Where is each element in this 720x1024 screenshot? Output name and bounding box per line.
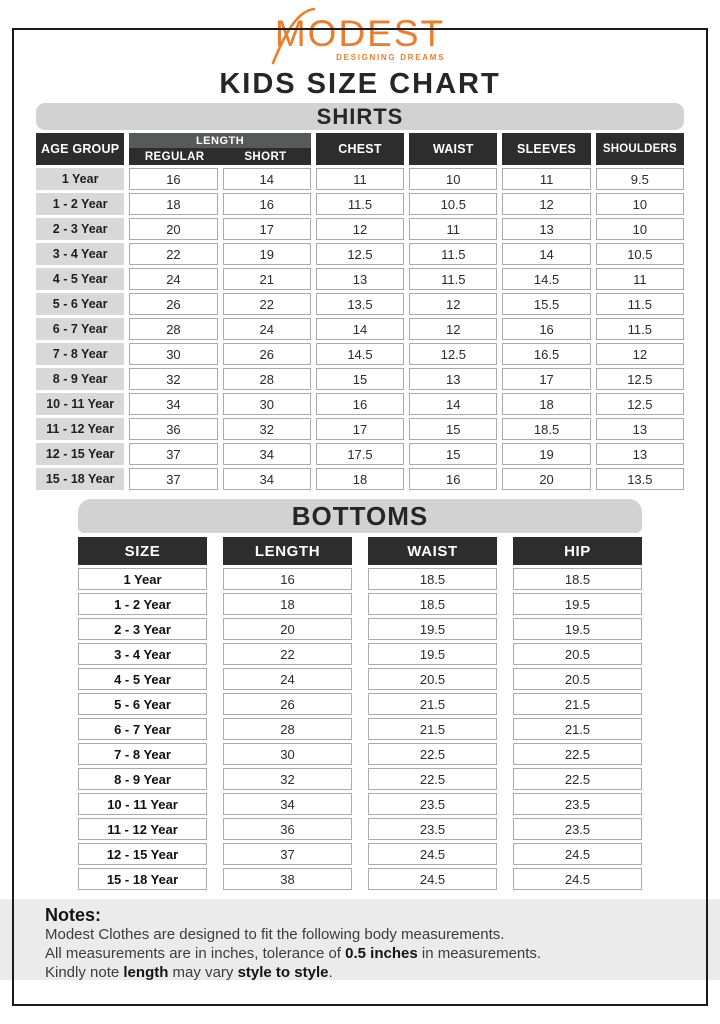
brand-logo xyxy=(0,13,720,68)
bottoms-value-cell: 24 xyxy=(223,668,352,690)
bottoms-value-cell: 22 xyxy=(223,643,352,665)
shirts-value-cell: 16 xyxy=(316,393,404,415)
bottoms-value-cell: 20.5 xyxy=(513,643,642,665)
column-header-length-bottoms: LENGTH xyxy=(223,537,352,565)
shirts-age-group-cell: 15 - 18 Year xyxy=(36,468,124,490)
shirts-value-cell: 17.5 xyxy=(316,443,404,465)
column-header-length: LENGTH xyxy=(129,133,311,148)
bottoms-value-cell: 22.5 xyxy=(513,768,642,790)
shirts-value-cell: 22 xyxy=(223,293,311,315)
shirts-value-cell: 11.5 xyxy=(596,318,684,340)
shirts-value-cell: 14 xyxy=(502,243,590,265)
shirts-value-cell: 12.5 xyxy=(596,393,684,415)
bottoms-value-cell: 28 xyxy=(223,718,352,740)
shirts-age-group-cell: 5 - 6 Year xyxy=(36,293,124,315)
shirts-value-cell: 26 xyxy=(129,293,217,315)
page-title: KIDS SIZE CHART xyxy=(219,68,501,100)
bottoms-size-cell: 12 - 15 Year xyxy=(78,843,207,865)
shirts-value-cell: 12 xyxy=(596,343,684,365)
note-text: may vary xyxy=(168,964,238,981)
bottoms-value-cell: 36 xyxy=(223,818,352,840)
shirts-value-cell: 22 xyxy=(129,243,217,265)
bottoms-value-cell: 24.5 xyxy=(368,843,497,865)
bottoms-value-cell: 21.5 xyxy=(368,718,497,740)
bottoms-section-bar: BOTTOMS xyxy=(78,499,642,533)
column-header-hip: HIP xyxy=(513,537,642,565)
shirts-value-cell: 16 xyxy=(409,468,497,490)
bottoms-value-cell: 22.5 xyxy=(368,743,497,765)
note-text: length xyxy=(123,964,169,981)
bottoms-value-cell: 23.5 xyxy=(513,818,642,840)
bottoms-section xyxy=(78,499,642,890)
shirts-value-cell: 11.5 xyxy=(409,243,497,265)
shirts-value-cell: 14.5 xyxy=(316,343,404,365)
bottoms-value-cell: 23.5 xyxy=(513,793,642,815)
shirts-value-cell: 15 xyxy=(316,368,404,390)
column-header-length-group xyxy=(129,133,311,165)
notes-section xyxy=(0,899,720,980)
shirts-value-cell: 18.5 xyxy=(502,418,590,440)
shirts-value-cell: 14.5 xyxy=(502,268,590,290)
shirts-value-cell: 12.5 xyxy=(409,343,497,365)
shirts-value-cell: 11.5 xyxy=(596,293,684,315)
bottoms-value-cell: 21.5 xyxy=(513,693,642,715)
shirts-value-cell: 30 xyxy=(129,343,217,365)
note-text: All measurements are in inches, tolerance of xyxy=(45,945,346,962)
shirts-value-cell: 12.5 xyxy=(316,243,404,265)
bottoms-size-cell: 15 - 18 Year xyxy=(78,868,207,890)
shirts-value-cell: 28 xyxy=(129,318,217,340)
shirts-value-cell: 12 xyxy=(316,218,404,240)
bottoms-value-cell: 20 xyxy=(223,618,352,640)
bottoms-size-cell: 6 - 7 Year xyxy=(78,718,207,740)
shirts-value-cell: 13 xyxy=(316,268,404,290)
shirts-value-cell: 16 xyxy=(129,168,217,190)
bottoms-table-body xyxy=(78,568,642,890)
column-header-shoulders: SHOULDERS xyxy=(596,133,684,165)
shirts-value-cell: 20 xyxy=(502,468,590,490)
shirts-age-group-cell: 10 - 11 Year xyxy=(36,393,124,415)
shirts-value-cell: 10.5 xyxy=(409,193,497,215)
shirts-value-cell: 14 xyxy=(316,318,404,340)
shirts-value-cell: 13.5 xyxy=(596,468,684,490)
shirts-age-group-cell: 2 - 3 Year xyxy=(36,218,124,240)
bottoms-value-cell: 22.5 xyxy=(368,768,497,790)
shirts-value-cell: 10 xyxy=(596,218,684,240)
shirts-value-cell: 26 xyxy=(223,343,311,365)
shirts-value-cell: 15 xyxy=(409,418,497,440)
column-header-short: SHORT xyxy=(244,150,287,163)
bottoms-size-cell: 11 - 12 Year xyxy=(78,818,207,840)
shirts-value-cell: 12 xyxy=(409,318,497,340)
shirts-value-cell: 16 xyxy=(223,193,311,215)
brand-tagline: DESIGNING DREAMS xyxy=(336,53,446,62)
bottoms-value-cell: 18.5 xyxy=(513,568,642,590)
shirts-value-cell: 10 xyxy=(409,168,497,190)
shirts-value-cell: 18 xyxy=(129,193,217,215)
bottoms-size-cell: 1 - 2 Year xyxy=(78,593,207,615)
brand-name: MODEST xyxy=(274,13,446,54)
bottoms-size-cell: 5 - 6 Year xyxy=(78,693,207,715)
bottoms-value-cell: 23.5 xyxy=(368,793,497,815)
shirts-age-group-cell: 3 - 4 Year xyxy=(36,243,124,265)
bottoms-size-cell: 7 - 8 Year xyxy=(78,743,207,765)
note-text: Kindly note xyxy=(45,964,124,981)
shirts-value-cell: 11 xyxy=(409,218,497,240)
notes-heading: Notes: xyxy=(45,905,102,925)
bottoms-value-cell: 21.5 xyxy=(513,718,642,740)
shirts-age-group-cell: 8 - 9 Year xyxy=(36,368,124,390)
bottoms-value-cell: 19.5 xyxy=(368,618,497,640)
bottoms-value-cell: 20.5 xyxy=(368,668,497,690)
shirts-value-cell: 13 xyxy=(409,368,497,390)
shirts-value-cell: 17 xyxy=(316,418,404,440)
bottoms-size-cell: 3 - 4 Year xyxy=(78,643,207,665)
shirts-value-cell: 12 xyxy=(409,293,497,315)
shirts-section xyxy=(36,103,684,490)
bottoms-value-cell: 38 xyxy=(223,868,352,890)
shirts-value-cell: 10 xyxy=(596,193,684,215)
shirts-age-group-cell: 1 - 2 Year xyxy=(36,193,124,215)
shirts-value-cell: 19 xyxy=(223,243,311,265)
shirts-value-cell: 34 xyxy=(223,443,311,465)
shirts-age-group-cell: 7 - 8 Year xyxy=(36,343,124,365)
bottoms-value-cell: 24.5 xyxy=(513,843,642,865)
bottoms-value-cell: 26 xyxy=(223,693,352,715)
column-header-regular: REGULAR xyxy=(144,150,205,163)
shirts-value-cell: 10.5 xyxy=(596,243,684,265)
note-line xyxy=(45,963,700,982)
shirts-value-cell: 34 xyxy=(223,468,311,490)
bottoms-size-cell: 1 Year xyxy=(78,568,207,590)
column-header-waist: WAIST xyxy=(409,133,497,165)
bottoms-value-cell: 19.5 xyxy=(368,643,497,665)
shirts-age-group-cell: 11 - 12 Year xyxy=(36,418,124,440)
shirts-value-cell: 32 xyxy=(129,368,217,390)
note-text: style to style xyxy=(237,964,329,981)
shirts-value-cell: 11.5 xyxy=(316,193,404,215)
shirts-value-cell: 37 xyxy=(129,468,217,490)
shirts-value-cell: 11 xyxy=(316,168,404,190)
column-header-size: SIZE xyxy=(78,537,207,565)
shirts-age-group-cell: 4 - 5 Year xyxy=(36,268,124,290)
shirts-table-body xyxy=(36,168,684,490)
column-header-waist-bottoms: WAIST xyxy=(368,537,497,565)
length-subheaders xyxy=(129,148,311,165)
shirts-section-bar: SHIRTS xyxy=(36,103,684,130)
shirts-value-cell: 13 xyxy=(596,443,684,465)
shirts-value-cell: 12 xyxy=(502,193,590,215)
shirts-value-cell: 16 xyxy=(502,318,590,340)
shirts-age-group-cell: 6 - 7 Year xyxy=(36,318,124,340)
shirts-value-cell: 14 xyxy=(409,393,497,415)
shirts-age-group-cell: 1 Year xyxy=(36,168,124,190)
shirts-value-cell: 14 xyxy=(223,168,311,190)
shirts-value-cell: 16.5 xyxy=(502,343,590,365)
shirts-value-cell: 28 xyxy=(223,368,311,390)
bottoms-value-cell: 18.5 xyxy=(368,568,497,590)
shirts-value-cell: 13 xyxy=(596,418,684,440)
shirts-value-cell: 18 xyxy=(316,468,404,490)
note-line xyxy=(45,925,700,944)
bottoms-size-cell: 2 - 3 Year xyxy=(78,618,207,640)
bottoms-table-header xyxy=(78,537,642,565)
shirts-value-cell: 32 xyxy=(223,418,311,440)
shirts-value-cell: 13 xyxy=(502,218,590,240)
note-text: . xyxy=(328,964,333,981)
shirts-age-group-cell: 12 - 15 Year xyxy=(36,443,124,465)
shirts-value-cell: 36 xyxy=(129,418,217,440)
shirts-value-cell: 11 xyxy=(596,268,684,290)
shirts-value-cell: 17 xyxy=(502,368,590,390)
bottoms-value-cell: 16 xyxy=(223,568,352,590)
shirts-value-cell: 21 xyxy=(223,268,311,290)
bottoms-value-cell: 23.5 xyxy=(368,818,497,840)
shirts-value-cell: 15.5 xyxy=(502,293,590,315)
note-line xyxy=(45,944,700,963)
bottoms-value-cell: 19.5 xyxy=(513,593,642,615)
shirts-value-cell: 30 xyxy=(223,393,311,415)
shirts-value-cell: 13.5 xyxy=(316,293,404,315)
bottoms-value-cell: 18.5 xyxy=(368,593,497,615)
shirts-value-cell: 24 xyxy=(129,268,217,290)
note-text: in measurements. xyxy=(417,945,542,962)
shirts-value-cell: 15 xyxy=(409,443,497,465)
logo-swoosh-icon xyxy=(268,7,316,65)
shirts-value-cell: 24 xyxy=(223,318,311,340)
shirts-value-cell: 9.5 xyxy=(596,168,684,190)
column-header-sleeves: SLEEVES xyxy=(502,133,590,165)
bottoms-value-cell: 24.5 xyxy=(368,868,497,890)
bottoms-value-cell: 18 xyxy=(223,593,352,615)
bottoms-value-cell: 32 xyxy=(223,768,352,790)
shirts-value-cell: 34 xyxy=(129,393,217,415)
shirts-value-cell: 37 xyxy=(129,443,217,465)
bottoms-size-cell: 4 - 5 Year xyxy=(78,668,207,690)
column-header-age-group: AGE GROUP xyxy=(36,133,124,165)
column-header-chest: CHEST xyxy=(316,133,404,165)
bottoms-value-cell: 21.5 xyxy=(368,693,497,715)
shirts-value-cell: 18 xyxy=(502,393,590,415)
bottoms-value-cell: 22.5 xyxy=(513,743,642,765)
shirts-value-cell: 12.5 xyxy=(596,368,684,390)
bottoms-value-cell: 30 xyxy=(223,743,352,765)
shirts-value-cell: 20 xyxy=(129,218,217,240)
note-text: 0.5 inches xyxy=(345,945,418,962)
bottoms-size-cell: 8 - 9 Year xyxy=(78,768,207,790)
brand-logo-inner xyxy=(274,13,446,62)
bottoms-value-cell: 19.5 xyxy=(513,618,642,640)
shirts-table-header xyxy=(36,133,684,165)
shirts-value-cell: 17 xyxy=(223,218,311,240)
shirts-value-cell: 19 xyxy=(502,443,590,465)
shirts-value-cell: 11.5 xyxy=(409,268,497,290)
shirts-value-cell: 11 xyxy=(502,168,590,190)
bottoms-value-cell: 20.5 xyxy=(513,668,642,690)
bottoms-value-cell: 34 xyxy=(223,793,352,815)
bottoms-value-cell: 37 xyxy=(223,843,352,865)
bottoms-value-cell: 24.5 xyxy=(513,868,642,890)
bottoms-size-cell: 10 - 11 Year xyxy=(78,793,207,815)
note-text: Modest Clothes are designed to fit the following body measurements. xyxy=(45,926,505,943)
